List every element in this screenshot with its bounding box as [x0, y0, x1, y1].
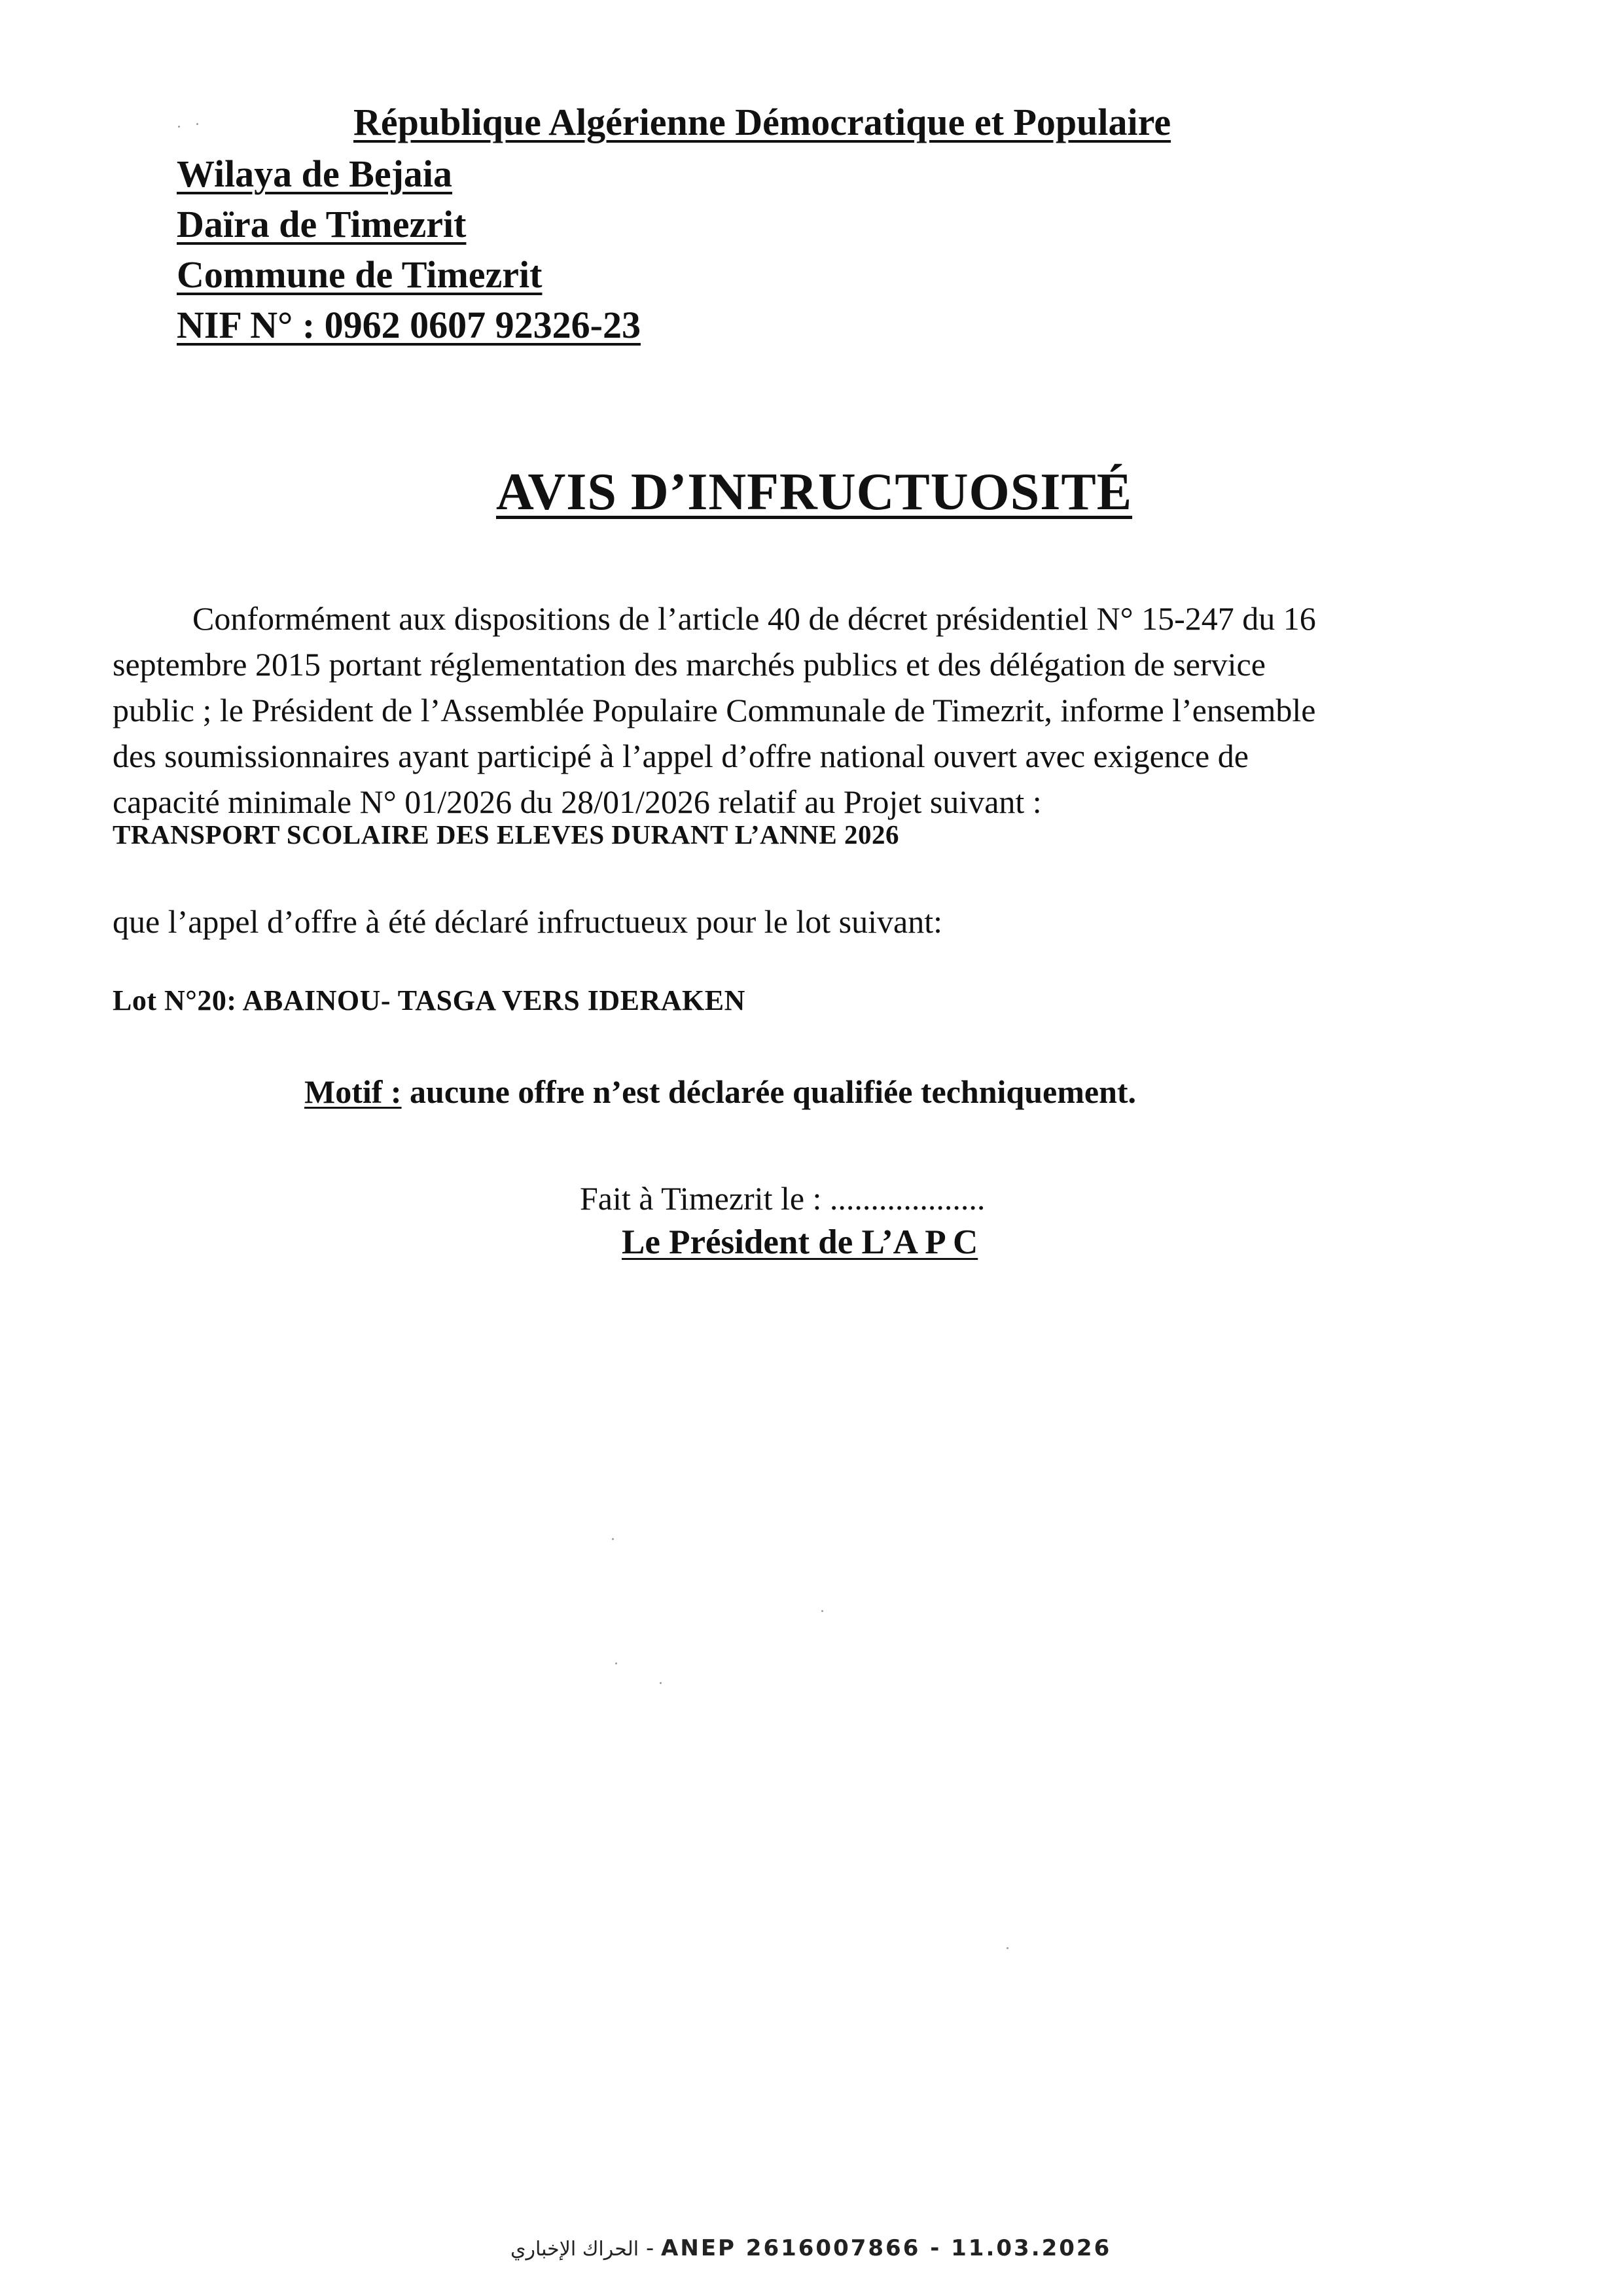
body-line-5: capacité minimale N° 01/2026 du 28/01/2026 relatif au Projet suivant :	[113, 783, 1042, 820]
footer-reference-line	[510, 2237, 1111, 2259]
project-name: TRANSPORT SCOLAIRE DES ELEVES DURANT L’ANNE 2026	[113, 819, 899, 850]
body-line-4: des soumissionnaires ayant participé à l’appel d’offre national ouvert avec exigence de	[113, 738, 1249, 774]
scan-speck	[196, 123, 198, 125]
lot-line: Lot N°20: ABAINOU- TASGA VERS IDERAKEN	[113, 984, 745, 1016]
footer-anep-reference: ANEP 2616007866 - 11.03.2026	[661, 2235, 1112, 2261]
scan-speck	[821, 1610, 823, 1612]
body-line-3: public ; le Président de l’Assemblée Populaire Communale de Timezrit, informe l’ensemble	[113, 692, 1316, 728]
signatory-title: Le Président de L’A P C	[622, 1223, 978, 1261]
motif-line	[304, 1075, 1136, 1108]
body-line-2: septembre 2015 portant réglementation des marchés publics et des délégation de service	[113, 646, 1266, 683]
scan-speck	[178, 126, 180, 128]
scan-speck	[615, 1662, 617, 1664]
nif-heading: NIF N° : 0962 0607 92326-23	[177, 304, 641, 346]
notice-body-paragraph	[113, 596, 1526, 825]
declaration-text: que l’appel d’offre à été déclaré infructueux pour le lot suivant:	[113, 903, 942, 940]
notice-title: AVIS D’INFRUCTUOSITÉ	[496, 463, 1133, 521]
daira-heading: Daïra de Timezrit	[177, 203, 467, 245]
body-line-1: Conformément aux dispositions de l’article 40 de décret présidentiel N° 15-247 du 16	[192, 600, 1316, 637]
wilaya-heading: Wilaya de Bejaia	[177, 152, 453, 195]
motif-text: aucune offre n’est déclarée qualifiée techniquement.	[401, 1073, 1137, 1110]
scan-speck	[660, 1682, 662, 1684]
footer-publication: الحراك الإخباري	[510, 2238, 639, 2261]
scan-speck	[1007, 1947, 1008, 1949]
footer-separator: -	[639, 2235, 662, 2261]
republic-heading: République Algérienne Démocratique et Populaire	[353, 101, 1171, 143]
scan-speck	[612, 1538, 614, 1540]
motif-label: Motif :	[304, 1073, 402, 1110]
commune-heading: Commune de Timezrit	[177, 253, 543, 296]
place-date-line: Fait à Timezrit le : ...................	[580, 1180, 986, 1217]
